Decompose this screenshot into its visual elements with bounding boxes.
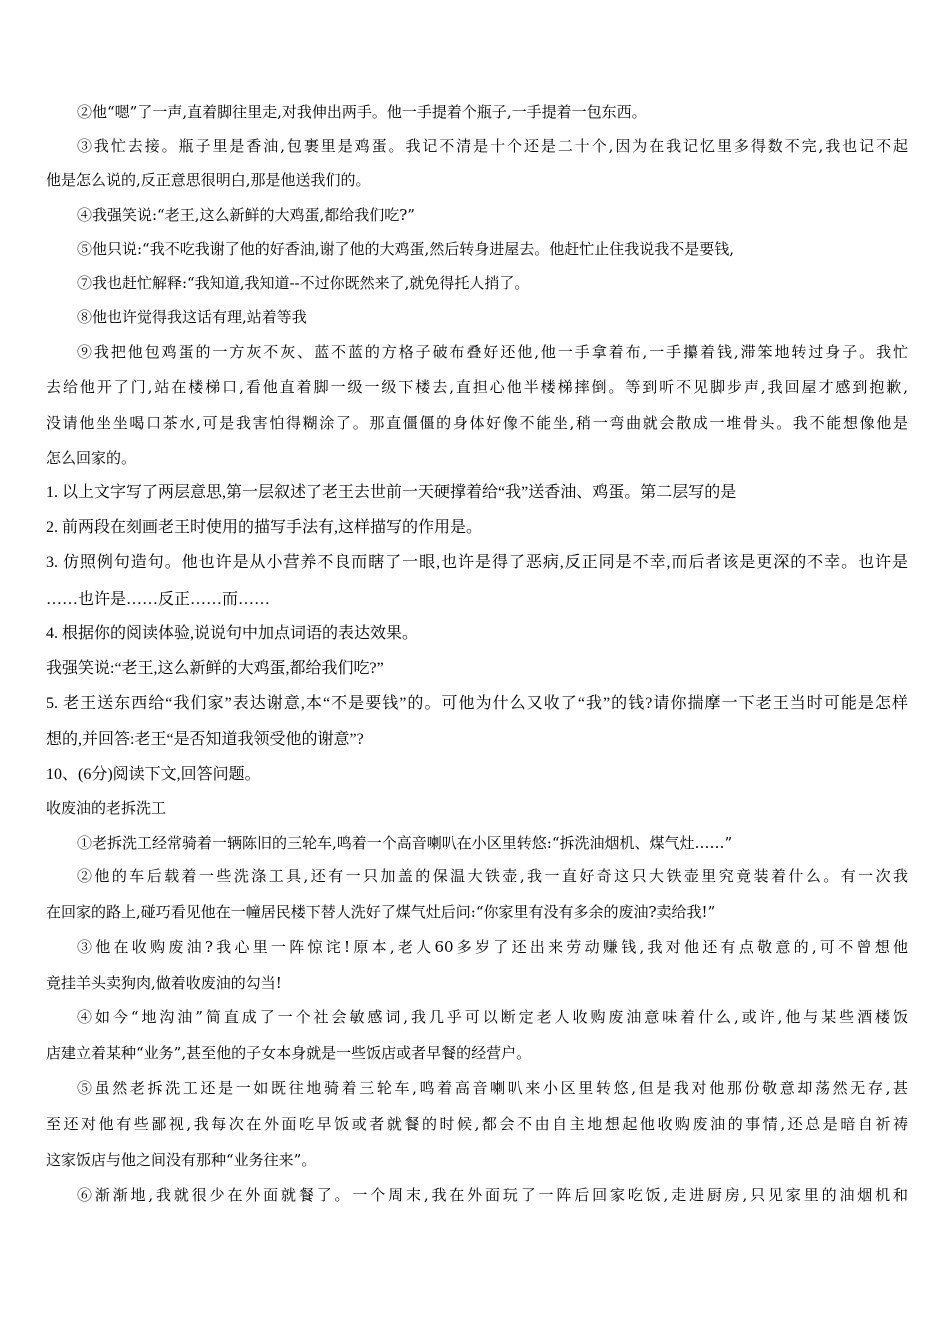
question-5-line-1: 5. 老王送东西给“我们家”表达谢意,本“不是要钱”的。可他为什么又收了“我”的钱?请你揣摩一下老王当时可能是怎样 — [46, 695, 908, 712]
article-paragraph-3-line-1: ③他在收购废油?我心里一阵惊诧!原本,老人60多岁了还出来劳动赚钱,我对他还有点敬意的,可不曾想他 — [77, 938, 908, 956]
paragraph-3-line-2: 他是怎么说的,反正意思很明白,那是他送我们的。 — [46, 171, 371, 189]
paragraph-3-line-1: ③我忙去接。瓶子里是香油,包裹里是鸡蛋。我记不清是十个还是二十个,因为在我记忆里多得数不完,我也记不起 — [77, 137, 908, 155]
paragraph-7: ⑦我也赶忙解释:“我知道,我知道--不过你既然来了,就免得托人捎了。 — [77, 274, 530, 292]
paragraph-5: ⑤他只说:“我不吃我谢了他的好香油,谢了他的大鸡蛋,然后转身进屋去。他赶忙止住我说我不是要钱, — [77, 240, 735, 258]
section-10-heading: 10、(6分)阅读下文,回答问题。 — [46, 766, 261, 783]
paragraph-9-line-4: 怎么回家的。 — [46, 449, 137, 467]
article-paragraph-3-line-2: 竟挂羊头卖狗肉,做着收废油的勾当! — [46, 974, 282, 992]
question-3-line-1: 3. 仿照例句造句。他也许是从小营养不良而瞎了一眼,也许是得了恶病,反正同是不幸,而后者该是更深的不幸。也许是 — [46, 554, 908, 571]
paragraph-8: ⑧他也许觉得我这话有理,站着等我 — [77, 308, 307, 326]
article-paragraph-4-line-1: ④如今“地沟油”简直成了一个社会敏感词,我几乎可以断定老人收购废油意味着什么,或许,他与某些酒楼饭 — [77, 1008, 908, 1026]
paragraph-9-line-1: ⑨我把他包鸡蛋的一方灰不灰、蓝不蓝的方格子破布叠好还他,他一手拿着布,一手攥着钱,滞笨地转过身子。我忙 — [77, 343, 908, 361]
question-4-quote: 我强笑说:“老王,这么新鲜的大鸡蛋,都给我们吃?” — [46, 660, 384, 677]
article-paragraph-4-line-2: 店建立着某种“业务”,甚至他的子女本身就是一些饭店或者早餐的经营户。 — [46, 1044, 532, 1062]
question-4: 4. 根据你的阅读体验,说说句中加点词语的表达效果。 — [46, 625, 419, 642]
paragraph-4: ④我强笑说:“老王,这么新鲜的大鸡蛋,都给我们吃?” — [77, 206, 415, 224]
article-paragraph-2-line-2: 在回家的路上,碰巧看见他在一幢居民楼下替人洗好了煤气灶后问:“你家里有没有多余的废油?卖给我!” — [46, 903, 716, 921]
article-paragraph-1: ①老拆洗工经常骑着一辆陈旧的三轮车,鸣着一个高音喇叭在小区里转悠:“拆洗油烟机、煤气灶……” — [77, 834, 733, 852]
question-5-line-2: 想的,并回答:老王“是否知道我领受他的谢意”? — [46, 731, 364, 748]
question-2: 2. 前两段在刻画老王时使用的描写手法有,这样描写的作用是。 — [46, 519, 483, 536]
paragraph-9-line-3: 没请他坐坐喝口茶水,可是我害怕得糊涂了。那直僵僵的身体好像不能坐,稍一弯曲就会散成一堆骨头。我不能想像他是 — [46, 414, 908, 432]
article-paragraph-5-line-1: ⑤虽然老拆洗工还是一如既往地骑着三轮车,鸣着高音喇叭来小区里转悠,但是我对他那份敬意却荡然无存,甚 — [77, 1079, 908, 1097]
question-3-line-2: ……也许是……反正……而…… — [46, 591, 271, 608]
article-paragraph-6-line-1: ⑥渐渐地,我就很少在外面就餐了。一个周末,我在外面玩了一阵后回家吃饭,走进厨房,只见家里的油烟机和 — [77, 1186, 908, 1204]
article-paragraph-2-line-1: ②他的车后载着一些洗涤工具,还有一只加盖的保温大铁壶,我一直好奇这只大铁壶里究竟装着什么。有一次我 — [77, 867, 908, 885]
paragraph-9-line-2: 去给他开了门,站在楼梯口,看他直着脚一级一级下楼去,直担心他半楼梯摔倒。等到听不见脚步声,我回屋才感到抱歉, — [46, 378, 908, 396]
paragraph-2: ②他“嗯”了一声,直着脚往里走,对我伸出两手。他一手提着个瓶子,一手提着一包东西。 — [77, 103, 647, 121]
article-paragraph-5-line-3: 这家饭店与他之间没有那种“业务往来”。 — [46, 1151, 317, 1169]
question-1: 1. 以上文字写了两层意思,第一层叙述了老王去世前一天硬撑着给“我”送香油、鸡蛋。第二层写的是 — [46, 484, 737, 501]
article-title: 收废油的老拆洗工 — [46, 799, 167, 817]
article-paragraph-5-line-2: 至还对他有些鄙视,我每次在外面吃早饭或者就餐的时候,都会不由自主地想起他收购废油的事情,还总是暗自祈祷 — [46, 1115, 908, 1133]
